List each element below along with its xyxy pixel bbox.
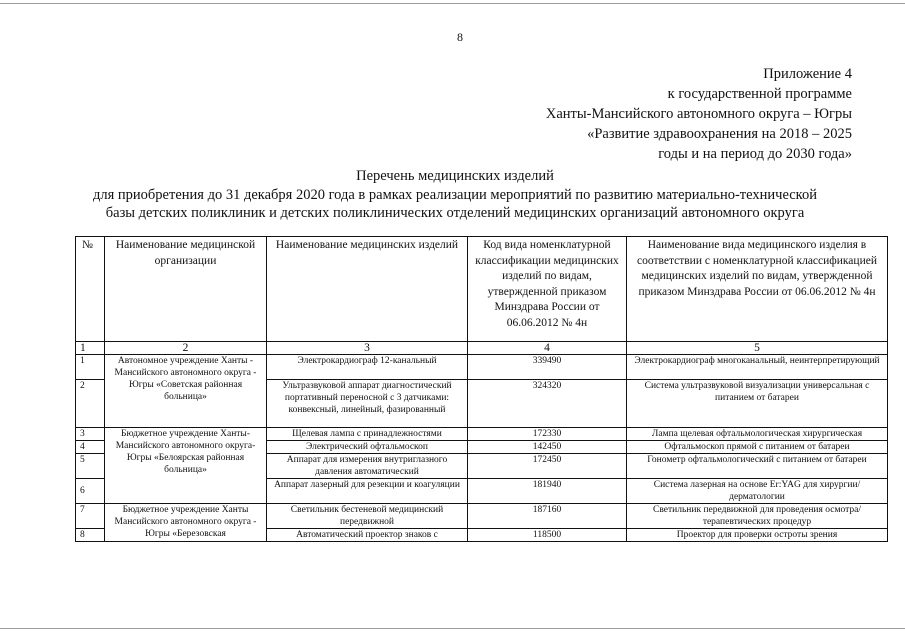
scan-edge-top <box>0 3 905 4</box>
column-number: 5 <box>627 342 888 355</box>
kind-cell: Система лазерная на основе Er:YAG для хирургии/ дерматологии <box>627 479 888 504</box>
code-cell: 118500 <box>468 529 627 542</box>
appendix-line: к государственной программе <box>667 86 852 102</box>
scan-edge-bottom <box>0 628 905 629</box>
code-cell: 324320 <box>468 380 627 428</box>
table-row <box>76 355 888 380</box>
column-number: 4 <box>468 342 627 355</box>
appendix-line: годы и на период до 2030 года» <box>658 146 852 162</box>
device-name-cell: Электрокардиограф 12-канальный <box>267 355 468 380</box>
column-number-row <box>76 342 888 355</box>
code-cell: 339490 <box>468 355 627 380</box>
row-number: 7 <box>76 504 105 529</box>
header-kind: Наименование вида медицинского изделия в соответствии с номенклатурной классификацией медицинских изделий по видам, утвержденной приказом Минздрава России от 06.06.2012 № 4н <box>627 237 888 342</box>
device-name-cell: Ультразвуковой аппарат диагностический портативный переносной с 3 датчиками: конвексный, линейный, фазированный <box>267 380 468 428</box>
table-row <box>76 504 888 529</box>
device-name-cell: Автоматический проектор знаков с <box>267 529 468 542</box>
column-number: 3 <box>267 342 468 355</box>
kind-cell: Гонометр офтальмологический с питанием от батареи <box>627 454 888 479</box>
column-number: 1 <box>76 342 105 355</box>
row-number: 1 <box>76 355 105 380</box>
title-line: для приобретения до 31 декабря 2020 года в рамках реализации мероприятий по развитию материально-технической <box>93 186 817 203</box>
kind-cell: Проектор для проверки остроты зрения <box>627 529 888 542</box>
organization-cell: Бюджетное учреждение Ханты Мансийского автономного округа - Югры «Березовская <box>105 504 267 542</box>
appendix-header <box>432 64 852 164</box>
code-cell: 142450 <box>468 441 627 454</box>
devices-table <box>75 236 888 542</box>
device-name-cell: Электрический офтальмоскоп <box>267 441 468 454</box>
table-header-row <box>76 237 888 342</box>
appendix-line: «Развитие здравоохранения на 2018 – 2025 <box>587 126 852 142</box>
kind-cell: Офтальмоскоп прямой с питанием от батареи <box>627 441 888 454</box>
device-name-cell: Аппарат для измерения внутриглазного давления автоматический <box>267 454 468 479</box>
title-line: базы детских поликлиник и детских поликлинических отделений медицинских организаций автономного округа <box>105 205 805 221</box>
code-cell: 172330 <box>468 428 627 441</box>
kind-cell: Лампа щелевая офтальмологическая хирургическая <box>627 428 888 441</box>
code-cell: 181940 <box>468 479 627 504</box>
document-title <box>40 167 870 223</box>
organization-cell: Бюджетное учреждение Ханты-Мансийского автономного округа-Югры «Белоярская районная больница» <box>105 428 267 504</box>
header-number: № <box>76 237 105 342</box>
appendix-line: Ханты-Мансийского автономного округа – Югры <box>545 106 852 122</box>
device-name-cell: Светильник бестеневой медицинский передвижной <box>267 504 468 529</box>
row-number: 6 <box>76 479 105 504</box>
kind-cell: Электрокардиограф многоканальный, неинтерпретирующий <box>627 355 888 380</box>
row-number: 5 <box>76 454 105 479</box>
device-name-cell: Щелевая лампа с принадлежностями <box>267 428 468 441</box>
code-cell: 172450 <box>468 454 627 479</box>
title-line: Перечень медицинских изделий <box>356 168 554 184</box>
row-number: 2 <box>76 380 105 428</box>
kind-cell: Светильник передвижной для проведения осмотра/терапевтических процедур <box>627 504 888 529</box>
header-organization: Наименование медицинской организации <box>105 237 267 342</box>
appendix-line: Приложение 4 <box>763 66 852 82</box>
organization-cell: Автономное учреждение Ханты - Мансийского автономного округа - Югры «Советская районная больница» <box>105 355 267 428</box>
table-row <box>76 428 888 441</box>
header-device-name: Наименование медицинских изделий <box>267 237 468 342</box>
device-name-cell: Аппарат лазерный для резекции и коагуляции <box>267 479 468 504</box>
row-number: 8 <box>76 529 105 542</box>
code-cell: 187160 <box>468 504 627 529</box>
row-number: 3 <box>76 428 105 441</box>
row-number: 4 <box>76 441 105 454</box>
kind-cell: Система ультразвуковой визуализации универсальная с питанием от батареи <box>627 380 888 428</box>
header-code: Код вида номенклатурной классификации медицинских изделий по видам, утвержденной приказом Минздрава России от 06.06.2012 № 4н <box>468 237 627 342</box>
column-number: 2 <box>105 342 267 355</box>
page-number: 8 <box>457 30 463 44</box>
